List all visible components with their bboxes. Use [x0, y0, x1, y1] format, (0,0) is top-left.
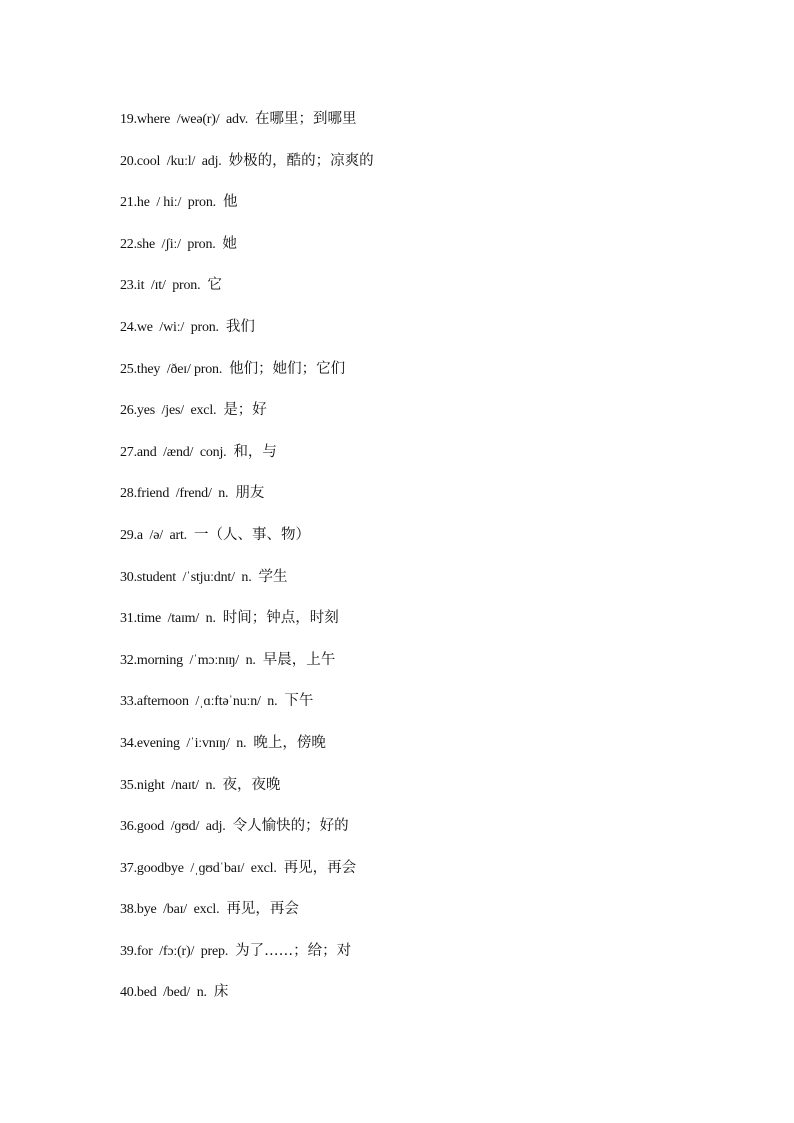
entry-word-phonetic: 39.for /fɔː(r)/ prep.: [120, 943, 229, 959]
entry-word-phonetic: 25.they /ðeɪ/ pron.: [120, 361, 223, 377]
vocabulary-list: [120, 107, 760, 1022]
entry-word-phonetic: 36.good /ɡʊd/ adj.: [120, 819, 226, 835]
entry-meaning: 在哪里；到哪里: [255, 111, 357, 127]
entry-meaning: 是；好: [223, 402, 267, 419]
entry-meaning: 他: [222, 194, 238, 211]
vocab-entry-26: [120, 398, 760, 440]
entry-meaning: 下午: [284, 693, 314, 710]
entry-word-phonetic: 19.where /weə(r)/ adv.: [120, 112, 249, 127]
entry-meaning: 再见，再会: [226, 901, 299, 918]
entry-word-phonetic: 27.and /ænd/ conj.: [120, 444, 227, 460]
vocab-entry-21: [120, 190, 760, 232]
entry-word-phonetic: 34.evening /ˈiːvnɪŋ/ n.: [120, 735, 247, 751]
vocab-entry-37: [120, 856, 760, 898]
vocab-entry-30: [120, 565, 760, 607]
vocab-entry-25: [120, 357, 760, 399]
entry-meaning: 他们；她们；它们: [229, 360, 346, 377]
vocab-entry-38: [120, 897, 760, 939]
entry-word-phonetic: 32.morning /ˈmɔːnɪŋ/ n.: [120, 652, 256, 668]
entry-word-phonetic: 24.we /wiː/ pron.: [120, 319, 219, 335]
entry-word-phonetic: 31.time /taɪm/ n.: [120, 611, 216, 627]
vocab-entry-31: [120, 606, 760, 648]
entry-meaning: 学生: [258, 568, 288, 585]
entry-meaning: 妙极的，酷的；凉爽的: [228, 152, 374, 169]
vocab-entry-27: [120, 440, 760, 482]
vocab-entry-34: [120, 731, 760, 773]
vocab-entry-32: [120, 648, 760, 690]
entry-meaning: 我们: [225, 318, 255, 335]
entry-meaning: 它: [207, 277, 222, 294]
entry-word-phonetic: 33.afternoon /ˌɑːftəˈnuːn/ n.: [120, 694, 278, 710]
entry-meaning: 夜，夜晚: [222, 776, 281, 793]
vocab-entry-24: [120, 315, 760, 357]
vocab-entry-20: [120, 149, 760, 191]
entry-word-phonetic: 20.cool /kuːl/ adj.: [120, 153, 222, 169]
entry-word-phonetic: 29.a /ə/ art.: [120, 527, 187, 543]
vocab-entry-23: [120, 273, 760, 315]
entry-meaning: 和，与: [233, 443, 277, 460]
vocab-entry-36: [120, 814, 760, 856]
entry-word-phonetic: 26.yes /jes/ excl.: [120, 403, 217, 419]
entry-meaning: 令人愉快的；好的: [232, 818, 349, 835]
entry-word-phonetic: 35.night /naɪt/ n.: [120, 777, 216, 793]
entry-meaning: 早晨，上午: [262, 651, 336, 668]
entry-meaning: 时间；钟点，时刻: [222, 610, 339, 627]
entry-meaning: 再见，再会: [283, 859, 357, 876]
vocab-entry-29: [120, 523, 760, 565]
vocab-entry-28: [120, 481, 760, 523]
entry-word-phonetic: 22.she /ʃiː/ pron.: [120, 236, 216, 252]
vocab-entry-39: [120, 939, 760, 981]
entry-meaning: 为了……；给；对: [235, 942, 352, 959]
entry-word-phonetic: 30.student /ˈstjuːdnt/ n.: [120, 569, 252, 585]
entry-word-phonetic: 37.goodbye /ˌɡʊdˈbaɪ/ excl.: [120, 860, 277, 876]
entry-word-phonetic: 21.he / hiː/ pron.: [120, 195, 216, 211]
entry-word-phonetic: 23.it /ɪt/ pron.: [120, 278, 201, 294]
vocab-entry-22: [120, 232, 760, 274]
entry-meaning: 一（人、事、物）: [193, 526, 310, 543]
vocab-entry-35: [120, 773, 760, 815]
entry-meaning: 晚上，傍晚: [253, 734, 326, 751]
vocab-entry-19: [120, 107, 760, 149]
entry-word-phonetic: 38.bye /baɪ/ excl.: [120, 902, 220, 918]
entry-word-phonetic: 40.bed /bed/ n.: [120, 985, 207, 1001]
entry-word-phonetic: 28.friend /frend/ n.: [120, 486, 229, 502]
entry-meaning: 她: [222, 235, 238, 252]
vocab-entry-33: [120, 689, 760, 731]
entry-meaning: 床: [213, 984, 229, 1001]
entry-meaning: 朋友: [235, 485, 265, 502]
vocab-entry-40: [120, 980, 760, 1022]
